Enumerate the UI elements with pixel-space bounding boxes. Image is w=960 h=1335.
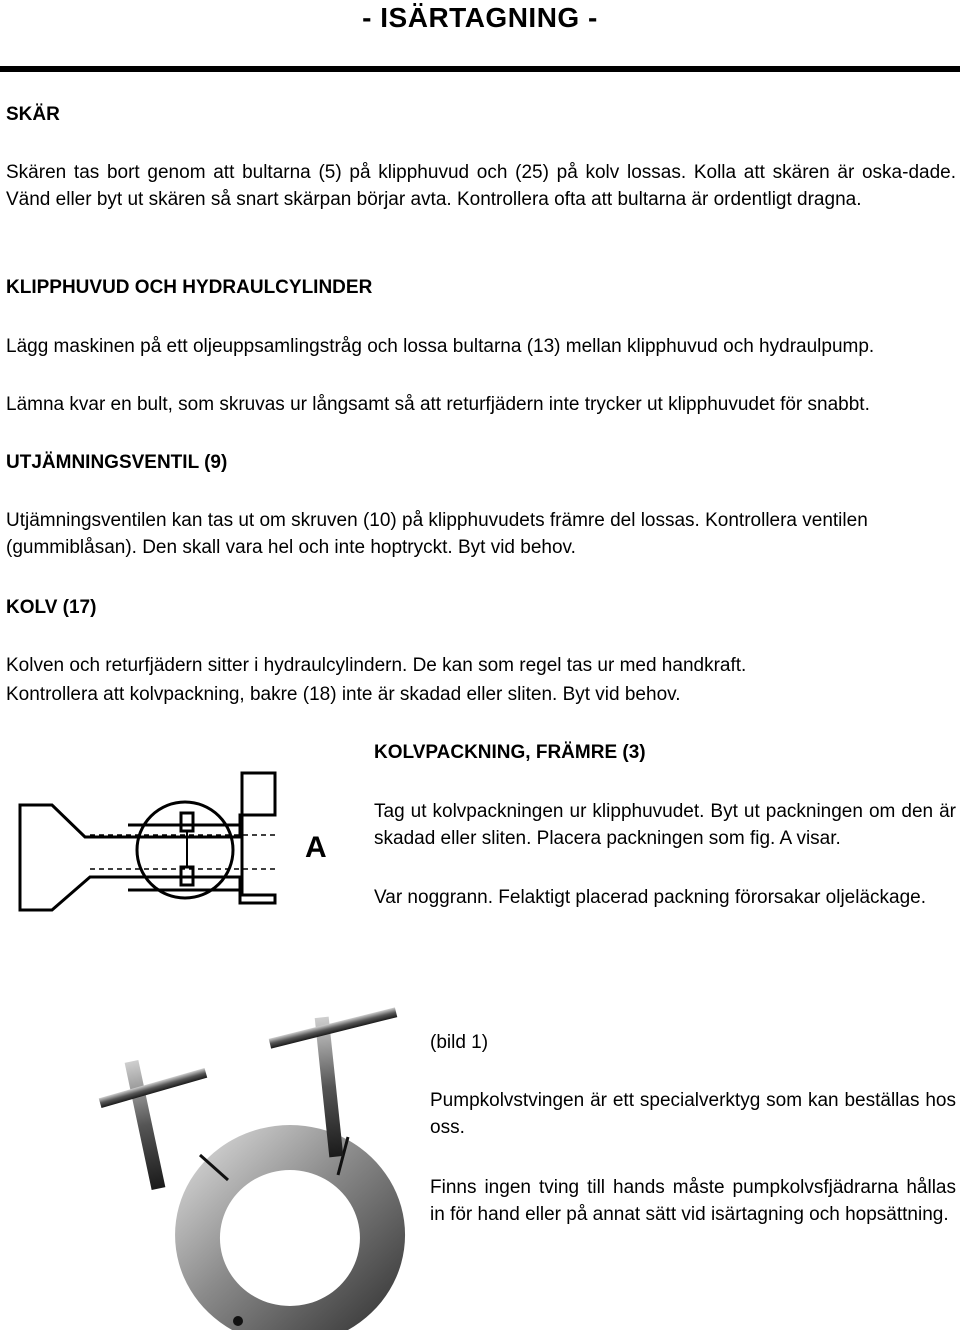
piston-clamp-photo (90, 1005, 420, 1330)
klipphuvud-paragraph-2: Lämna kvar en bult, som skruvas ur långsamt så att returfjädern inte trycker ut klipphuvudet för snabbt. (6, 394, 870, 415)
tool-paragraph-1: Pumpkolvstvingen är ett specialverktyg som kan beställas hos oss. (430, 1090, 956, 1138)
piston-clamp-tool (90, 1005, 420, 1330)
clamp-ring (175, 1125, 405, 1330)
right-t-handle (269, 1007, 398, 1048)
kolvpackning-heading: KOLVPACKNING, FRÄMRE (3) (374, 742, 646, 763)
tool-paragraph-2: Finns ingen tving till hands måste pumpkolvsfjädrarna hållas in för hand eller på annat sätt vid isärtagning och hopsättning. (430, 1177, 956, 1225)
klipphuvud-heading: KLIPPHUVUD OCH HYDRAULCYLINDER (6, 277, 373, 298)
figure-a-label: A (305, 831, 327, 864)
tool-paragraph-1-line-1 (430, 1087, 956, 1141)
title-rule (0, 66, 960, 72)
kolv-line-2: Kontrollera att kolvpackning, bakre (18) inte är skadad eller sliten. Byt vid behov. (6, 684, 681, 705)
kolvpackning-paragraph-2: Var noggrann. Felaktigt placerad packning förorsakar oljeläckage. (374, 887, 927, 908)
seal-top (181, 813, 193, 831)
ventil-heading: UTJÄMNINGSVENTIL (9) (6, 452, 228, 473)
piston-seal-diagram (10, 765, 360, 915)
skar-heading: SKÄR (6, 104, 60, 125)
klipphuvud-paragraph-1: Lägg maskinen på ett oljeuppsamlingstråg och lossa bultarna (13) mellan klipphuvud och hydraulpump. (6, 336, 875, 357)
kolvpackning-paragraph-1: Tag ut kolvpackningen ur klipphuvudet. Byt ut packningen om den är skadad eller sliten. Placera packningen som fig. A visar. (374, 801, 956, 849)
ventil-text: Utjämningsventilen kan tas ut om skruven (10) på klipphuvudets främre del lossas. Kontrollera ventilen (gummiblåsan). Den skall vara hel och inte hoptryckt. Byt vid behov. (6, 510, 868, 558)
tool-caption: (bild 1) (430, 1032, 489, 1053)
figure-a (10, 765, 360, 915)
left-screw-rod (125, 1060, 166, 1190)
page-title: - ISÄRTAGNING - (362, 2, 598, 33)
kolv-line-1: Kolven och returfjädern sitter i hydraulcylindern. De kan som regel tas ur med handkraft. (6, 655, 747, 676)
left-t-handle (99, 1068, 207, 1108)
skar-text: Skären tas bort genom att bultarna (5) på klipphuvud och (25) på kolv lossas. Kolla att skären är oska-dade. Vänd eller byt ut skären så snart skärpan börjar avta. Kontrollera ofta att bultarna är ordentligt dragna. (6, 162, 956, 210)
kolv-heading: KOLV (17) (6, 597, 97, 618)
